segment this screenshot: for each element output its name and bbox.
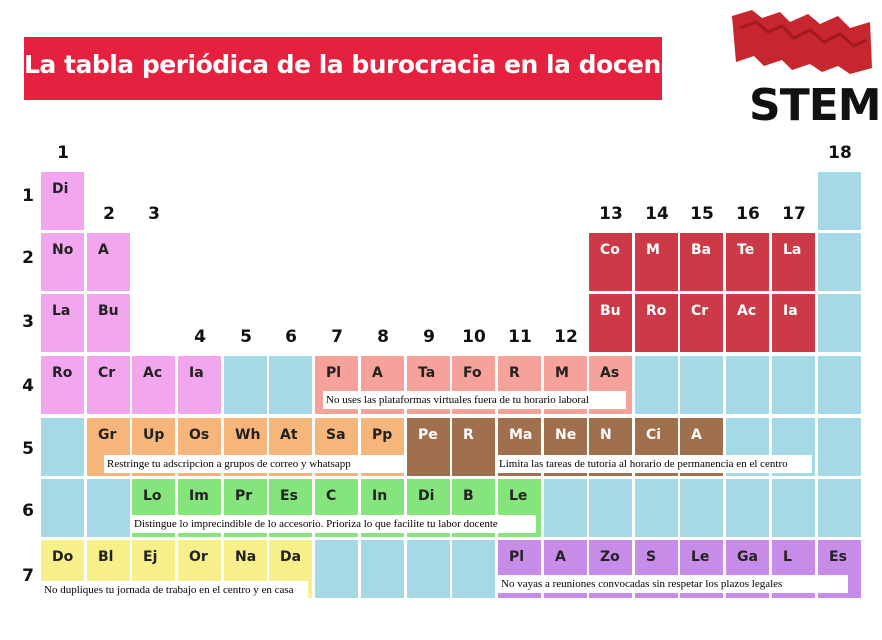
element-symbol: La bbox=[52, 303, 71, 319]
group-label: 3 bbox=[148, 204, 160, 224]
element-cell bbox=[680, 233, 723, 291]
group-label: 4 bbox=[194, 327, 206, 347]
element-symbol: R bbox=[509, 365, 520, 381]
empty-cell bbox=[772, 356, 815, 414]
element-symbol: A bbox=[555, 549, 566, 565]
element-cell bbox=[772, 233, 815, 291]
element-cell bbox=[87, 233, 130, 291]
element-symbol: Pe bbox=[418, 427, 438, 443]
element-symbol: At bbox=[280, 427, 298, 443]
empty-cell bbox=[635, 479, 678, 537]
element-cell bbox=[41, 172, 84, 230]
empty-cell bbox=[726, 356, 769, 414]
element-cell bbox=[132, 356, 175, 414]
group-label: 17 bbox=[782, 204, 806, 224]
group-label: 14 bbox=[645, 204, 669, 224]
group-label: 7 bbox=[331, 327, 343, 347]
empty-cell bbox=[818, 172, 861, 230]
element-symbol: Le bbox=[691, 549, 710, 565]
element-cell bbox=[452, 418, 495, 476]
element-symbol: Di bbox=[52, 181, 69, 197]
element-symbol: Ia bbox=[189, 365, 204, 381]
group-label: 10 bbox=[462, 327, 486, 347]
element-symbol: Co bbox=[600, 242, 620, 258]
element-symbol: L bbox=[783, 549, 792, 565]
element-symbol: Ba bbox=[691, 242, 712, 258]
element-symbol: M bbox=[555, 365, 569, 381]
element-symbol: Cr bbox=[691, 303, 709, 319]
element-symbol: Bu bbox=[98, 303, 119, 319]
element-symbol: Zo bbox=[600, 549, 620, 565]
element-symbol: Na bbox=[235, 549, 257, 565]
element-symbol: Bu bbox=[600, 303, 621, 319]
empty-cell bbox=[407, 540, 450, 598]
element-symbol: Di bbox=[418, 488, 435, 504]
element-symbol: Sa bbox=[326, 427, 346, 443]
group-label: 1 bbox=[57, 143, 69, 163]
element-symbol: A bbox=[98, 242, 109, 258]
group-label: 12 bbox=[554, 327, 578, 347]
element-symbol: La bbox=[783, 242, 802, 258]
element-symbol: Do bbox=[52, 549, 74, 565]
empty-cell bbox=[87, 479, 130, 537]
empty-cell bbox=[680, 479, 723, 537]
element-symbol: Fo bbox=[463, 365, 482, 381]
group-label: 16 bbox=[736, 204, 760, 224]
element-symbol: Cr bbox=[98, 365, 116, 381]
element-cell bbox=[726, 294, 769, 352]
element-symbol: Wh bbox=[235, 427, 261, 443]
group-label: 6 bbox=[285, 327, 297, 347]
note-period-5-right: Limita las tareas de tutoria al horario de permanencia en el centro bbox=[496, 455, 812, 473]
element-symbol: M bbox=[646, 242, 660, 258]
element-symbol: Bl bbox=[98, 549, 114, 565]
element-symbol: Ta bbox=[418, 365, 436, 381]
element-symbol: Ro bbox=[52, 365, 73, 381]
element-symbol: Es bbox=[829, 549, 847, 565]
element-symbol: R bbox=[463, 427, 474, 443]
element-cell bbox=[589, 233, 632, 291]
note-period-7-left: No dupliques tu jornada de trabajo en el centro y en casa bbox=[41, 581, 308, 599]
element-symbol: Ac bbox=[737, 303, 757, 319]
element-symbol: Up bbox=[143, 427, 165, 443]
element-symbol: Te bbox=[737, 242, 755, 258]
empty-cell bbox=[361, 540, 404, 598]
empty-cell bbox=[818, 479, 861, 537]
empty-cell bbox=[452, 540, 495, 598]
note-period-7-right: No vayas a reuniones convocadas sin respetar los plazos legales bbox=[498, 575, 848, 593]
element-cell bbox=[680, 294, 723, 352]
element-cell bbox=[726, 233, 769, 291]
element-symbol: Im bbox=[189, 488, 209, 504]
page-title: La tabla periódica de la burocracia en la docencia bbox=[24, 50, 700, 79]
empty-cell bbox=[818, 294, 861, 352]
element-symbol: Ac bbox=[143, 365, 163, 381]
element-cell bbox=[41, 356, 84, 414]
empty-cell bbox=[41, 418, 84, 476]
period-label: 2 bbox=[22, 248, 34, 268]
element-cell bbox=[589, 294, 632, 352]
element-cell bbox=[87, 294, 130, 352]
element-cell bbox=[41, 294, 84, 352]
group-label: 18 bbox=[828, 143, 852, 163]
element-symbol: Pr bbox=[235, 488, 253, 504]
empty-cell bbox=[726, 479, 769, 537]
element-symbol: As bbox=[600, 365, 620, 381]
element-symbol: Gr bbox=[98, 427, 117, 443]
period-label: 5 bbox=[22, 439, 34, 459]
element-symbol: Ci bbox=[646, 427, 662, 443]
group-label: 8 bbox=[377, 327, 389, 347]
empty-cell bbox=[772, 479, 815, 537]
empty-cell bbox=[224, 356, 267, 414]
element-symbol: Ne bbox=[555, 427, 577, 443]
element-symbol: Ej bbox=[143, 549, 158, 565]
element-symbol: Pl bbox=[326, 365, 342, 381]
period-label: 3 bbox=[22, 312, 34, 332]
period-label: 4 bbox=[22, 376, 34, 396]
element-symbol: Le bbox=[509, 488, 528, 504]
note-period-5-left: Restringe tu adscripcion a grupos de correo y whatsapp bbox=[104, 455, 404, 473]
element-symbol: S bbox=[646, 549, 657, 565]
element-symbol: Or bbox=[189, 549, 208, 565]
period-label: 6 bbox=[22, 501, 34, 521]
empty-cell bbox=[41, 479, 84, 537]
group-label: 11 bbox=[508, 327, 532, 347]
empty-cell bbox=[818, 418, 861, 476]
element-symbol: Lo bbox=[143, 488, 162, 504]
note-period-4: No uses las plataformas virtuales fuera de tu horario laboral bbox=[323, 391, 626, 409]
element-symbol: N bbox=[600, 427, 612, 443]
empty-cell bbox=[818, 356, 861, 414]
element-symbol: Os bbox=[189, 427, 210, 443]
element-symbol: B bbox=[463, 488, 474, 504]
empty-cell bbox=[818, 233, 861, 291]
element-symbol: No bbox=[52, 242, 74, 258]
empty-cell bbox=[269, 356, 312, 414]
element-symbol: Da bbox=[280, 549, 302, 565]
element-symbol: A bbox=[691, 427, 702, 443]
element-symbol: Ga bbox=[737, 549, 758, 565]
element-symbol: Pl bbox=[509, 549, 525, 565]
element-symbol: Pp bbox=[372, 427, 393, 443]
element-symbol: Ro bbox=[646, 303, 667, 319]
element-cell bbox=[635, 294, 678, 352]
period-label: 7 bbox=[22, 566, 34, 586]
element-symbol: Es bbox=[280, 488, 298, 504]
element-cell bbox=[407, 418, 450, 476]
empty-cell bbox=[589, 479, 632, 537]
empty-cell bbox=[635, 356, 678, 414]
group-label: 15 bbox=[690, 204, 714, 224]
period-label: 1 bbox=[22, 186, 34, 206]
element-symbol: In bbox=[372, 488, 388, 504]
element-symbol: Ia bbox=[783, 303, 798, 319]
element-cell bbox=[772, 294, 815, 352]
group-label: 9 bbox=[423, 327, 435, 347]
element-cell bbox=[635, 233, 678, 291]
element-cell bbox=[178, 356, 221, 414]
group-label: 5 bbox=[240, 327, 252, 347]
group-label: 13 bbox=[599, 204, 623, 224]
logo-text: STEM bbox=[749, 80, 881, 131]
element-symbol: A bbox=[372, 365, 383, 381]
element-symbol: C bbox=[326, 488, 337, 504]
empty-cell bbox=[544, 479, 587, 537]
element-symbol: Ma bbox=[509, 427, 533, 443]
group-label: 2 bbox=[103, 204, 115, 224]
note-period-6: Distingue lo imprecindible de lo accesorio. Prioriza lo que facilite tu labor docente bbox=[131, 515, 536, 533]
empty-cell bbox=[680, 356, 723, 414]
element-cell bbox=[87, 356, 130, 414]
element-cell bbox=[41, 233, 84, 291]
empty-cell bbox=[315, 540, 358, 598]
